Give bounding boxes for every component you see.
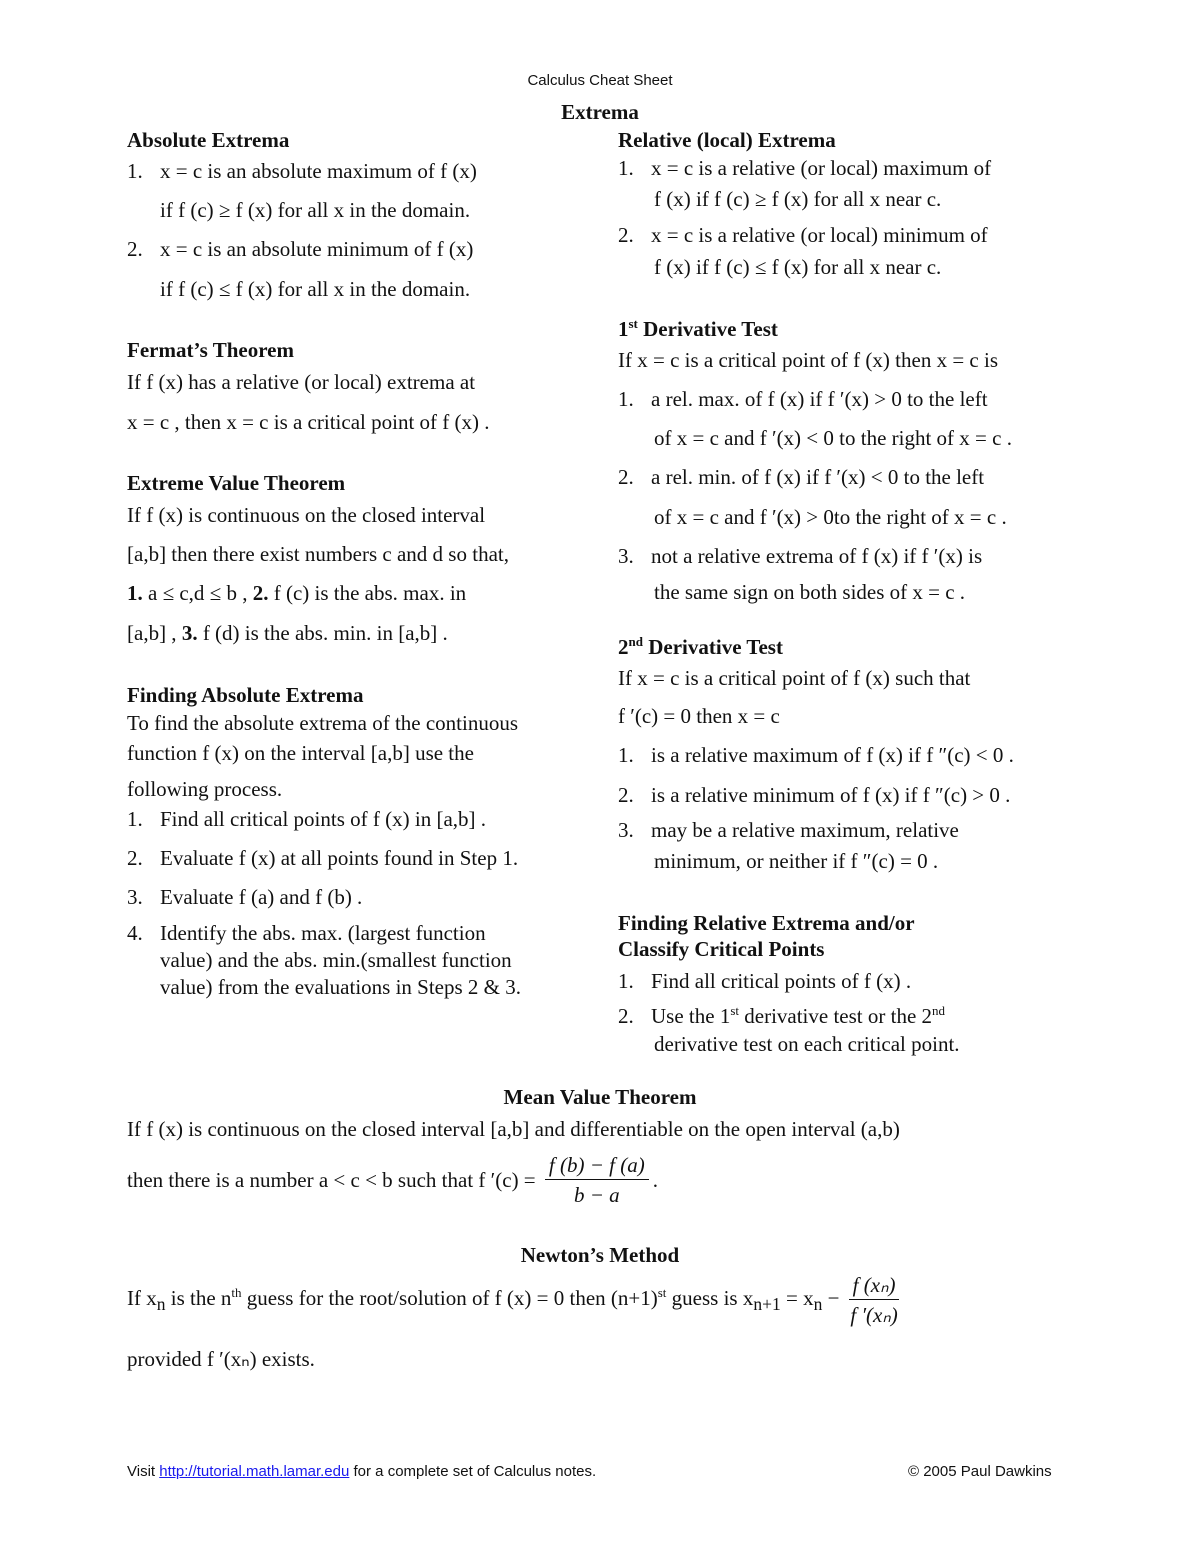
evt-line-1: If f (x) is continuous on the closed interval [127,503,486,527]
fermat-line-2: x = c , then x = c is a critical point of f (x) . [127,410,490,434]
finding-abs-step-4-cont-2: value) from the evaluations in Steps 2 & 3. [160,975,522,999]
second-derivative-item-2: 2. is a relative minimum of f (x) if f ″(c) > 0 . [618,783,1011,807]
rel-extrema-item-1-cont: f (x) if f (c) ≥ f (x) for all x near c. [654,187,942,211]
rel-extrema-item-2-cont: f (x) if f (c) ≤ f (x) for all x near c. [654,255,942,279]
abs-extrema-item-2: 2. x = c is an absolute minimum of f (x) [127,237,474,261]
second-derivative-item-1: 1. is a relative maximum of f (x) if f ″(c) < 0 . [618,743,1014,767]
first-derivative-heading: 1st Derivative Test [618,316,778,341]
first-derivative-item-1: 1. a rel. max. of f (x) if f ′(x) > 0 to the left [618,387,988,411]
page-header: Calculus Cheat Sheet [527,72,673,89]
fermat-heading: Fermat’s Theorem [127,338,294,362]
mvt-line-1: If f (x) is continuous on the closed interval [a,b] and differentiable on the open interval (a,b) [127,1117,900,1141]
absolute-extrema-heading: Absolute Extrema [127,128,290,152]
finding-abs-intro-3: following process. [127,777,283,801]
abs-extrema-item-1-cont: if f (c) ≥ f (x) for all x in the domain. [160,198,471,222]
footer-copyright: © 2005 Paul Dawkins [908,1463,1052,1480]
finding-relative-step-2: 2. Use the 1st derivative test or the 2nd [618,1003,946,1028]
first-derivative-intro: If x = c is a critical point of f (x) then x = c is [618,348,998,372]
finding-relative-step-2-cont: derivative test on each critical point. [654,1032,960,1056]
second-derivative-heading: 2nd Derivative Test [618,634,783,659]
first-derivative-item-2: 2. a rel. min. of f (x) if f ′(x) < 0 to the left [618,465,985,489]
relative-extrema-heading: Relative (local) Extrema [618,128,836,152]
second-derivative-item-3: 3. may be a relative maximum, relative [618,818,959,842]
mvt-heading: Mean Value Theorem [503,1085,697,1109]
abs-extrema-item-2-cont: if f (c) ≤ f (x) for all x in the domain. [160,277,471,301]
evt-heading: Extreme Value Theorem [127,471,346,495]
finding-abs-step-1: 1. Find all critical points of f (x) in [a,b] . [127,807,487,831]
finding-abs-step-3: 3. Evaluate f (a) and f (b) . [127,885,363,909]
finding-relative-heading-2: Classify Critical Points [618,937,825,961]
evt-line-4: [a,b] , 3. f (d) is the abs. min. in [a,b] . [127,621,448,645]
finding-abs-step-2: 2. Evaluate f (x) at all points found in Step 1. [127,846,519,870]
finding-abs-intro-1: To find the absolute extrema of the continuous [127,711,519,735]
extrema-title: Extrema [561,100,639,124]
finding-relative-step-1: 1. Find all critical points of f (x) . [618,969,912,993]
finding-abs-step-4: 4. Identify the abs. max. (largest function [127,921,486,945]
mvt-line-2: then there is a number a < c < b such that f ′(c) = $\frac{f (b) - f (a)}{b - a}$ . [127,1153,658,1208]
fermat-line-1: If f (x) has a relative (or local) extrema at [127,370,476,394]
tutorial-link[interactable]: http://tutorial.math.lamar.edu [159,1463,350,1480]
newton-line-2: provided f ′(xₙ) exists. [127,1347,315,1371]
newton-fraction: $\frac{\text{f (xₙ)}}{\text{f ′(xₙ)}}$ [850,1273,898,1328]
first-derivative-item-3: 3. not a relative extrema of f (x) if f ′(x) is [618,544,983,568]
first-derivative-item-3-cont: the same sign on both sides of x = c . [654,580,966,604]
first-derivative-item-2-cont: of x = c and f ′(x) > 0to the right of x = c . [654,505,1007,529]
second-derivative-item-3-cont: minimum, or neither if f ″(c) = 0 . [654,849,939,873]
rel-extrema-item-2: 2. x = c is a relative (or local) minimum of [618,223,988,247]
evt-line-3: 1. a ≤ c,d ≤ b , 2. f (c) is the abs. max. in [127,581,467,605]
footer-visit: Visit http://tutorial.math.lamar.edu for a complete set of Calculus notes. [127,1463,597,1480]
first-derivative-item-1-cont: of x = c and f ′(x) < 0 to the right of x = c . [654,426,1012,450]
newton-line-1: If $x_n$ is the $n^{th}$ guess for the root/solution of f (x) = 0 then $(n+1)^{st}$ guess is $x_{n+1} = x_n$ − $\frac{\text{f (xₙ)}}{\text{f ′(xₙ)}}$ [127,1273,898,1328]
abs-extrema-item-1: 1. x = c is an absolute maximum of f (x) [127,159,477,183]
rel-extrema-item-1: 1. x = c is a relative (or local) maximum of [618,156,992,180]
finding-abs-step-4-cont-1: value) and the abs. min.(smallest function [160,948,512,972]
second-derivative-intro-1: If x = c is a critical point of f (x) such that [618,666,971,690]
evt-line-2: [a,b] then there exist numbers c and d so that, [127,542,509,566]
newton-heading: Newton’s Method [520,1243,680,1267]
finding-abs-intro-2: function f (x) on the interval [a,b] use the [127,741,474,765]
finding-relative-heading-1: Finding Relative Extrema and/or [618,911,915,935]
mvt-fraction: $\frac{f (b) - f (a)}{b - a}$ [545,1152,649,1209]
finding-abs-heading: Finding Absolute Extrema [127,683,364,707]
second-derivative-intro-2: f ′(c) = 0 then x = c [618,704,780,728]
